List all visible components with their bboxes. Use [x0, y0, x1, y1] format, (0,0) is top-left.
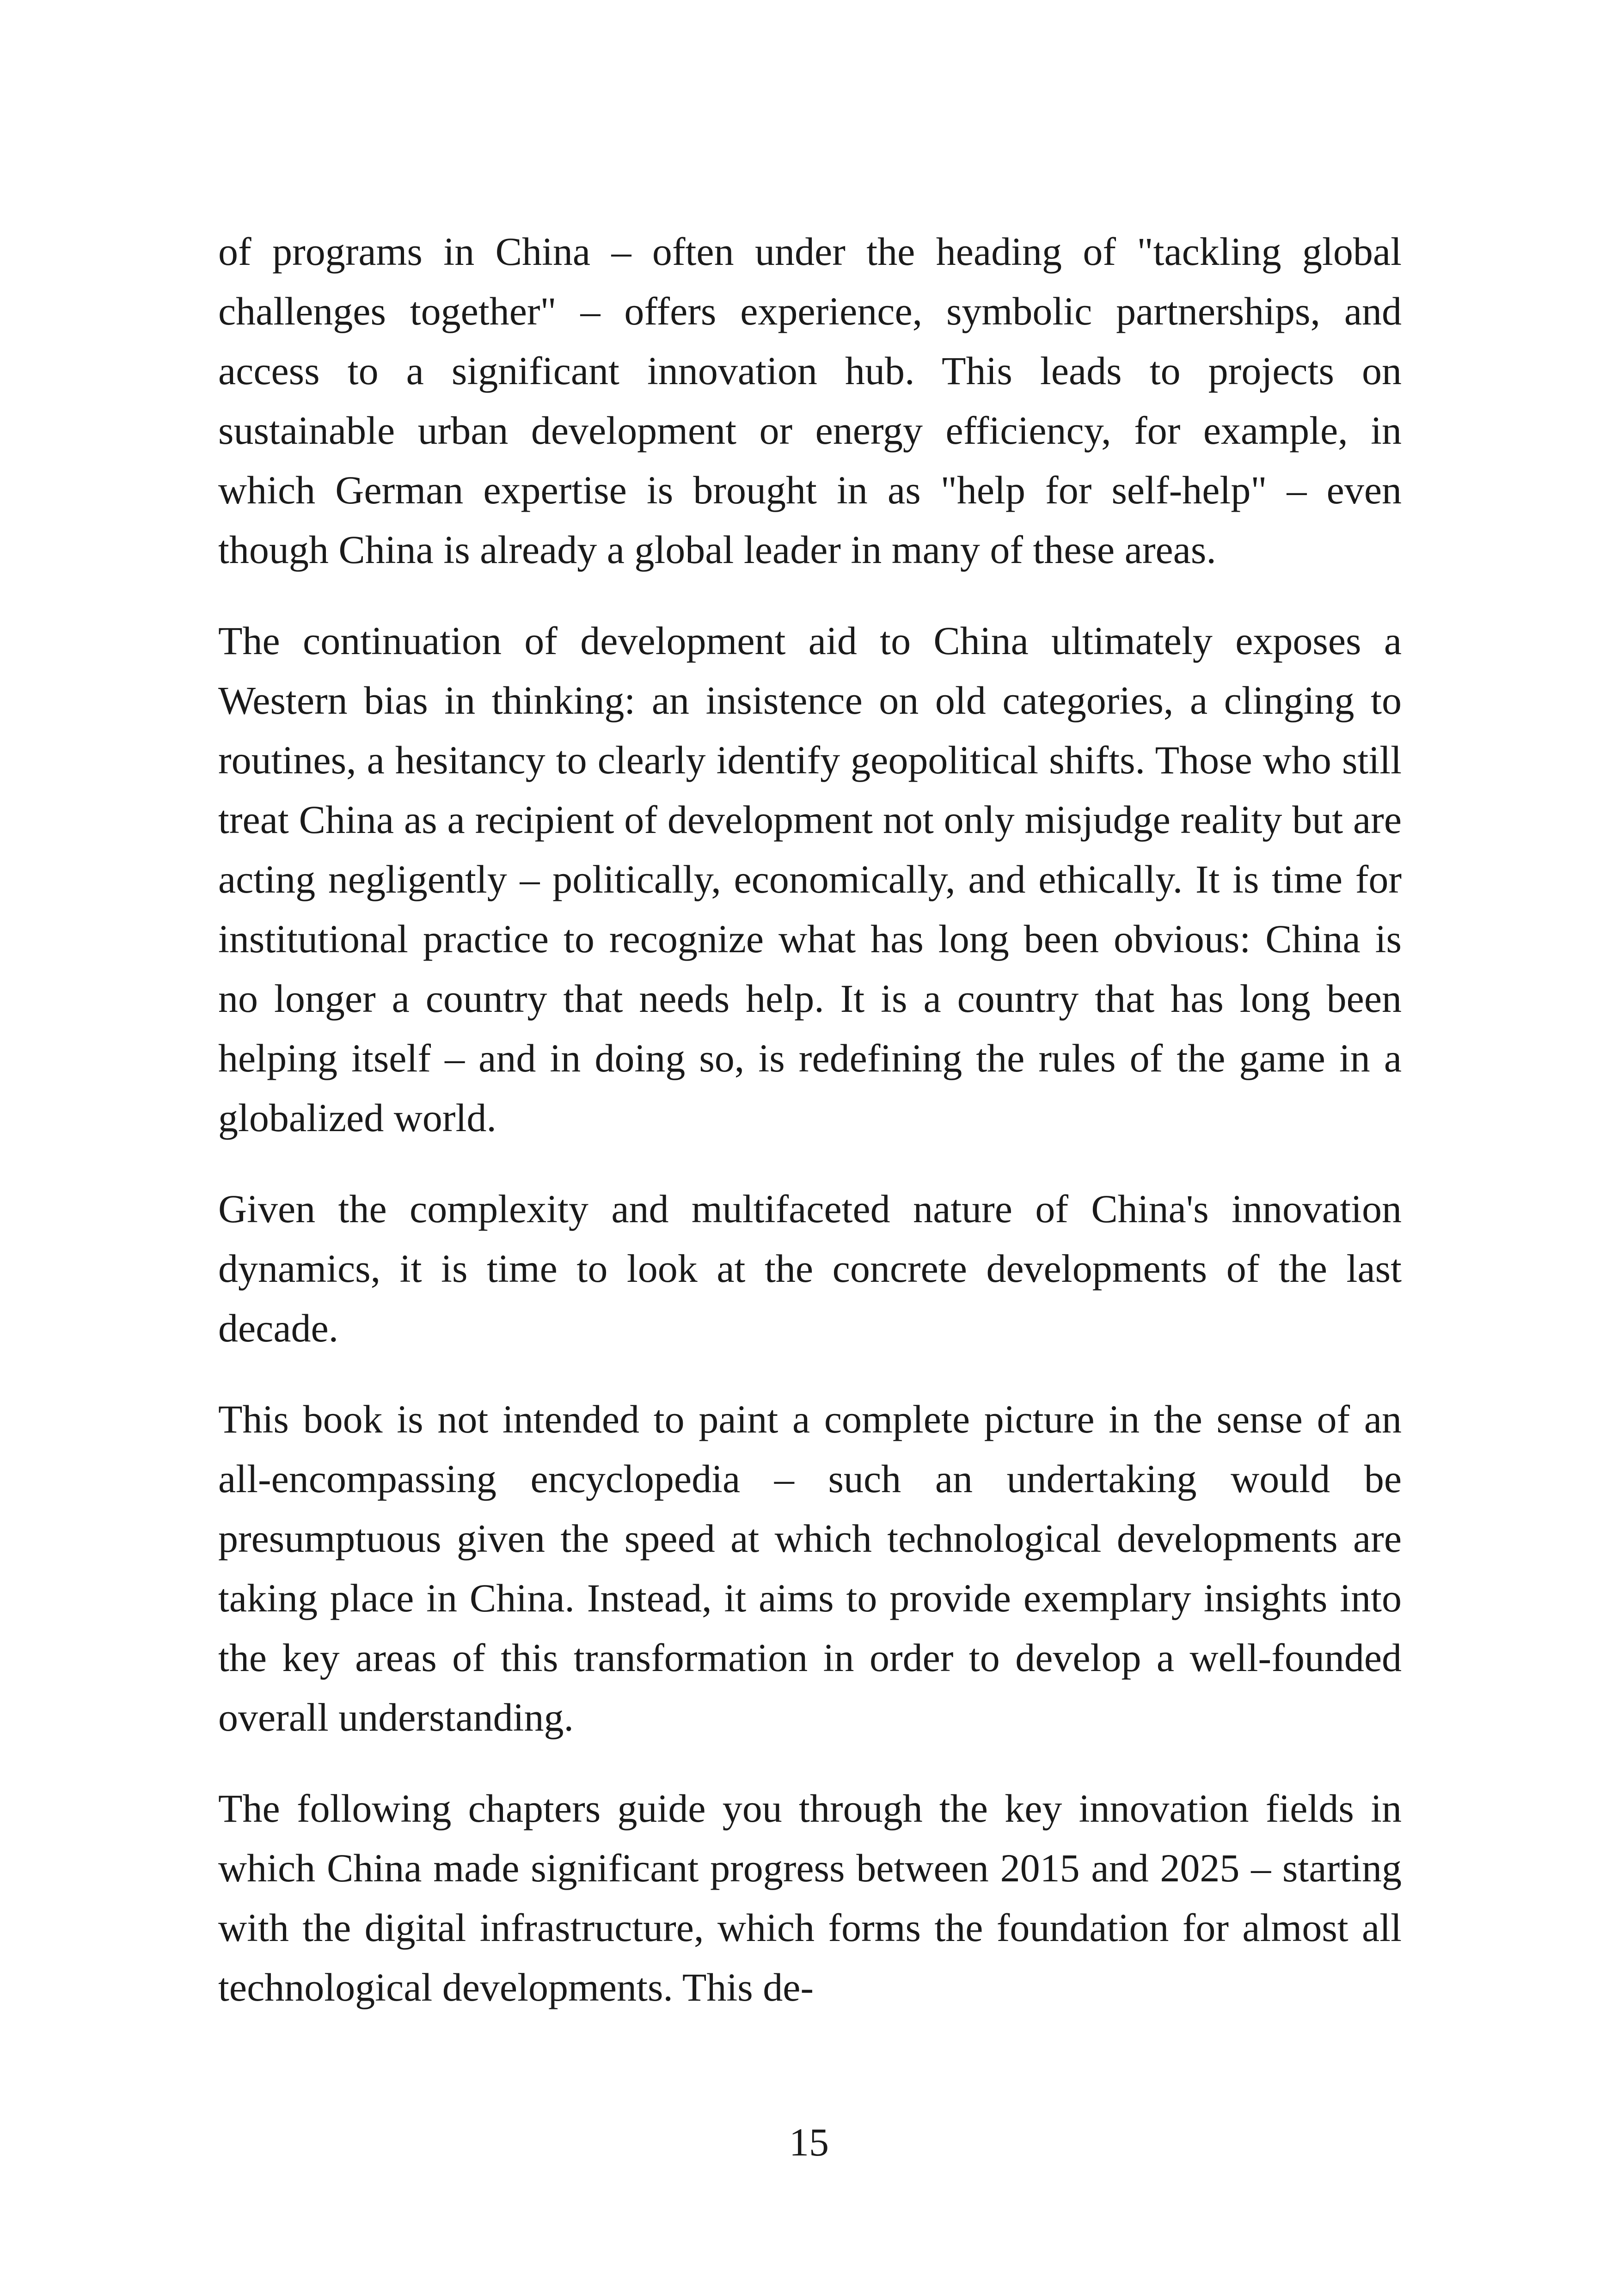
- paragraph: The following chapters guide you through the key innovation fields in which China made significant progress between 2015 and 2025 – starting with the digital infrastructure, which forms the foundation for almost all technological developments. This de-: [218, 1786, 1402, 2009]
- paragraph: The continuation of development aid to China ultimately exposes a Western bias in thinking: an insistence on old categories, a clinging to routines, a hesitancy to clearly identify geopolitical shifts. Those who still treat China as a recipient of development not only misjudge reality but are acting negligently – politically, economically, and ethically. It is time for institutional practice to recognize what has long been obvious: China is no longer a country that needs help. It is a country that has long been helping itself – and in doing so, is redefining the rules of the game in a globalized world.: [218, 618, 1402, 1140]
- paragraph: of programs in China – often under the heading of "tackling global challenges together" – offers experience, symbolic partnerships, and access to a significant innovation hub. This leads to projects on sustainable urban development or energy efficiency, for example, in which German expertise is brought in as "help for self-help" – even though China is already a global leader in many of these areas.: [218, 229, 1402, 572]
- paragraph: Given the complexity and multifaceted nature of China's innovation dynamics, it is time to look at the concrete developments of the last decade.: [218, 1187, 1402, 1350]
- page-number: 15: [789, 2120, 829, 2164]
- body-text: [218, 222, 1402, 2017]
- paragraph: This book is not intended to paint a complete picture in the sense of an all-encompassing encyclopedia – such an undertaking would be presumptuous given the speed at which technological developments are taking place in China. Instead, it aims to provide exemplary insights into the key areas of this transformation in order to develop a well-founded overall understanding.: [218, 1397, 1402, 1739]
